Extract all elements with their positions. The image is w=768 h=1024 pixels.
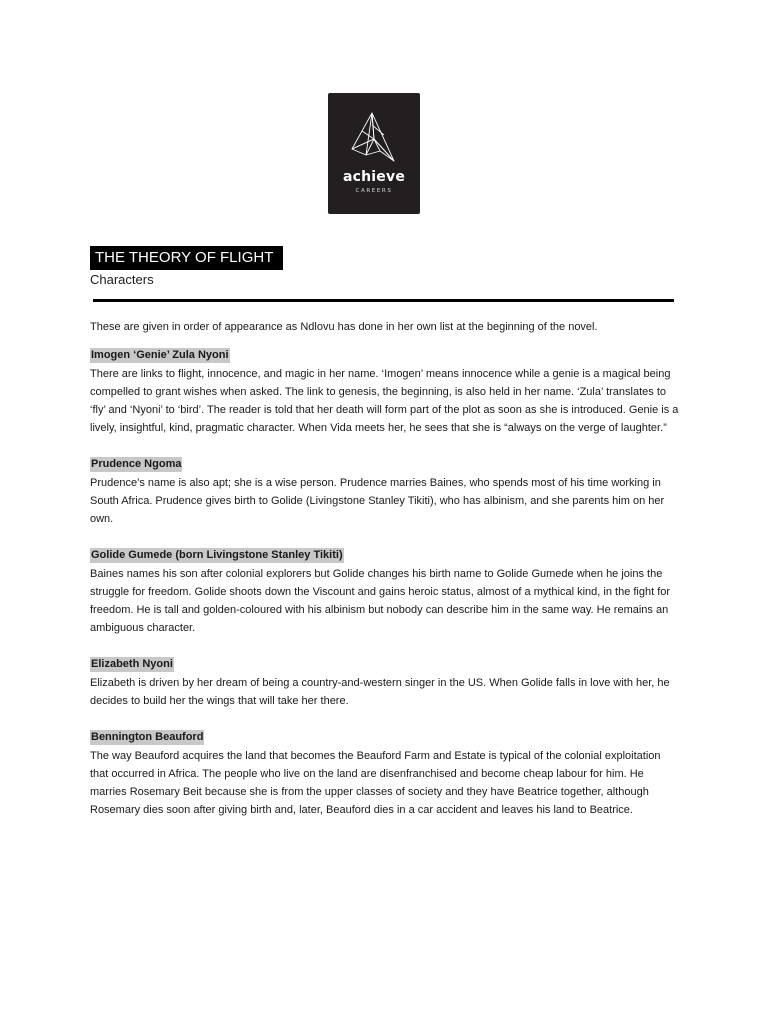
character-heading: Imogen ‘Genie’ Zula Nyoni	[91, 349, 229, 361]
achieve-careers-logo	[328, 93, 420, 214]
horizontal-divider	[93, 299, 674, 302]
character-heading: Bennington Beauford	[91, 731, 204, 743]
character-description: Baines names his son after colonial explorers but Golide changes his birth name to Golide Gumede when he joins the struggle for freedom. Golide shoots down the Viscount and gains heroic status, almost of a mythical kind, in the fight for freedom. He is tall and golden-coloured with his albinism but nobody can describe him in the same way. He remains an ambiguous character.	[90, 568, 671, 634]
character-description: There are links to flight, innocence, and magic in her name. ‘Imogen’ means innocence while a genie is a magical being compelled to grant wishes when asked. The link to genesis, the beginning, is also held in her name. ‘Zula’ translates to ‘fly’ and ‘Nyoni’ to ‘bird’. The reader is told that her death will form part of the plot as soon as she is introduced. Genie is a lively, insightful, kind, pragmatic character. When Vida meets her, he sees that she is “always on the verge of laughter.”	[90, 368, 679, 434]
character-heading: Elizabeth Nyoni	[91, 658, 173, 670]
intro-paragraph: These are given in order of appearance as Ndlovu has done in her own list at the beginning of the novel.	[90, 321, 598, 333]
character-description: Prudence’s name is also apt; she is a wise person. Prudence marries Baines, who spends most of his time working in South Africa. Prudence gives birth to Golide (Livingstone Stanley Tikiti), who has albinism, and she parents him on her own.	[90, 477, 665, 525]
character-heading: Prudence Ngoma	[91, 458, 182, 470]
document-subtitle: Characters	[90, 272, 154, 287]
logo-subtitle: CAREERS	[355, 188, 393, 194]
character-description: The way Beauford acquires the land that becomes the Beauford Farm and Estate is typical of the colonial exploitation that occurred in Africa. The people who live on the land are disenfranchised and become cheap labour for him. He marries Rosemary Beit because she is from the upper classes of society and they have Beatrice together, although Rosemary dies soon after giving birth and, later, Beauford dies in a car accident and leaves his land to Beatrice.	[90, 750, 661, 816]
character-section	[90, 346, 680, 437]
character-section	[90, 728, 680, 819]
character-heading: Golide Gumede (born Livingstone Stanley Tikiti)	[91, 549, 343, 561]
document-body	[90, 318, 680, 837]
origami-bird-icon	[344, 111, 404, 165]
document-title: THE THEORY OF FLIGHT	[90, 246, 283, 270]
character-section	[90, 455, 680, 528]
character-description: Elizabeth is driven by her dream of being a country-and-western singer in the US. When Golide falls in love with her, he decides to build her the wings that will take her there.	[90, 677, 670, 707]
logo-wordmark: achieve	[342, 169, 406, 185]
character-section	[90, 546, 680, 637]
character-section	[90, 655, 680, 710]
